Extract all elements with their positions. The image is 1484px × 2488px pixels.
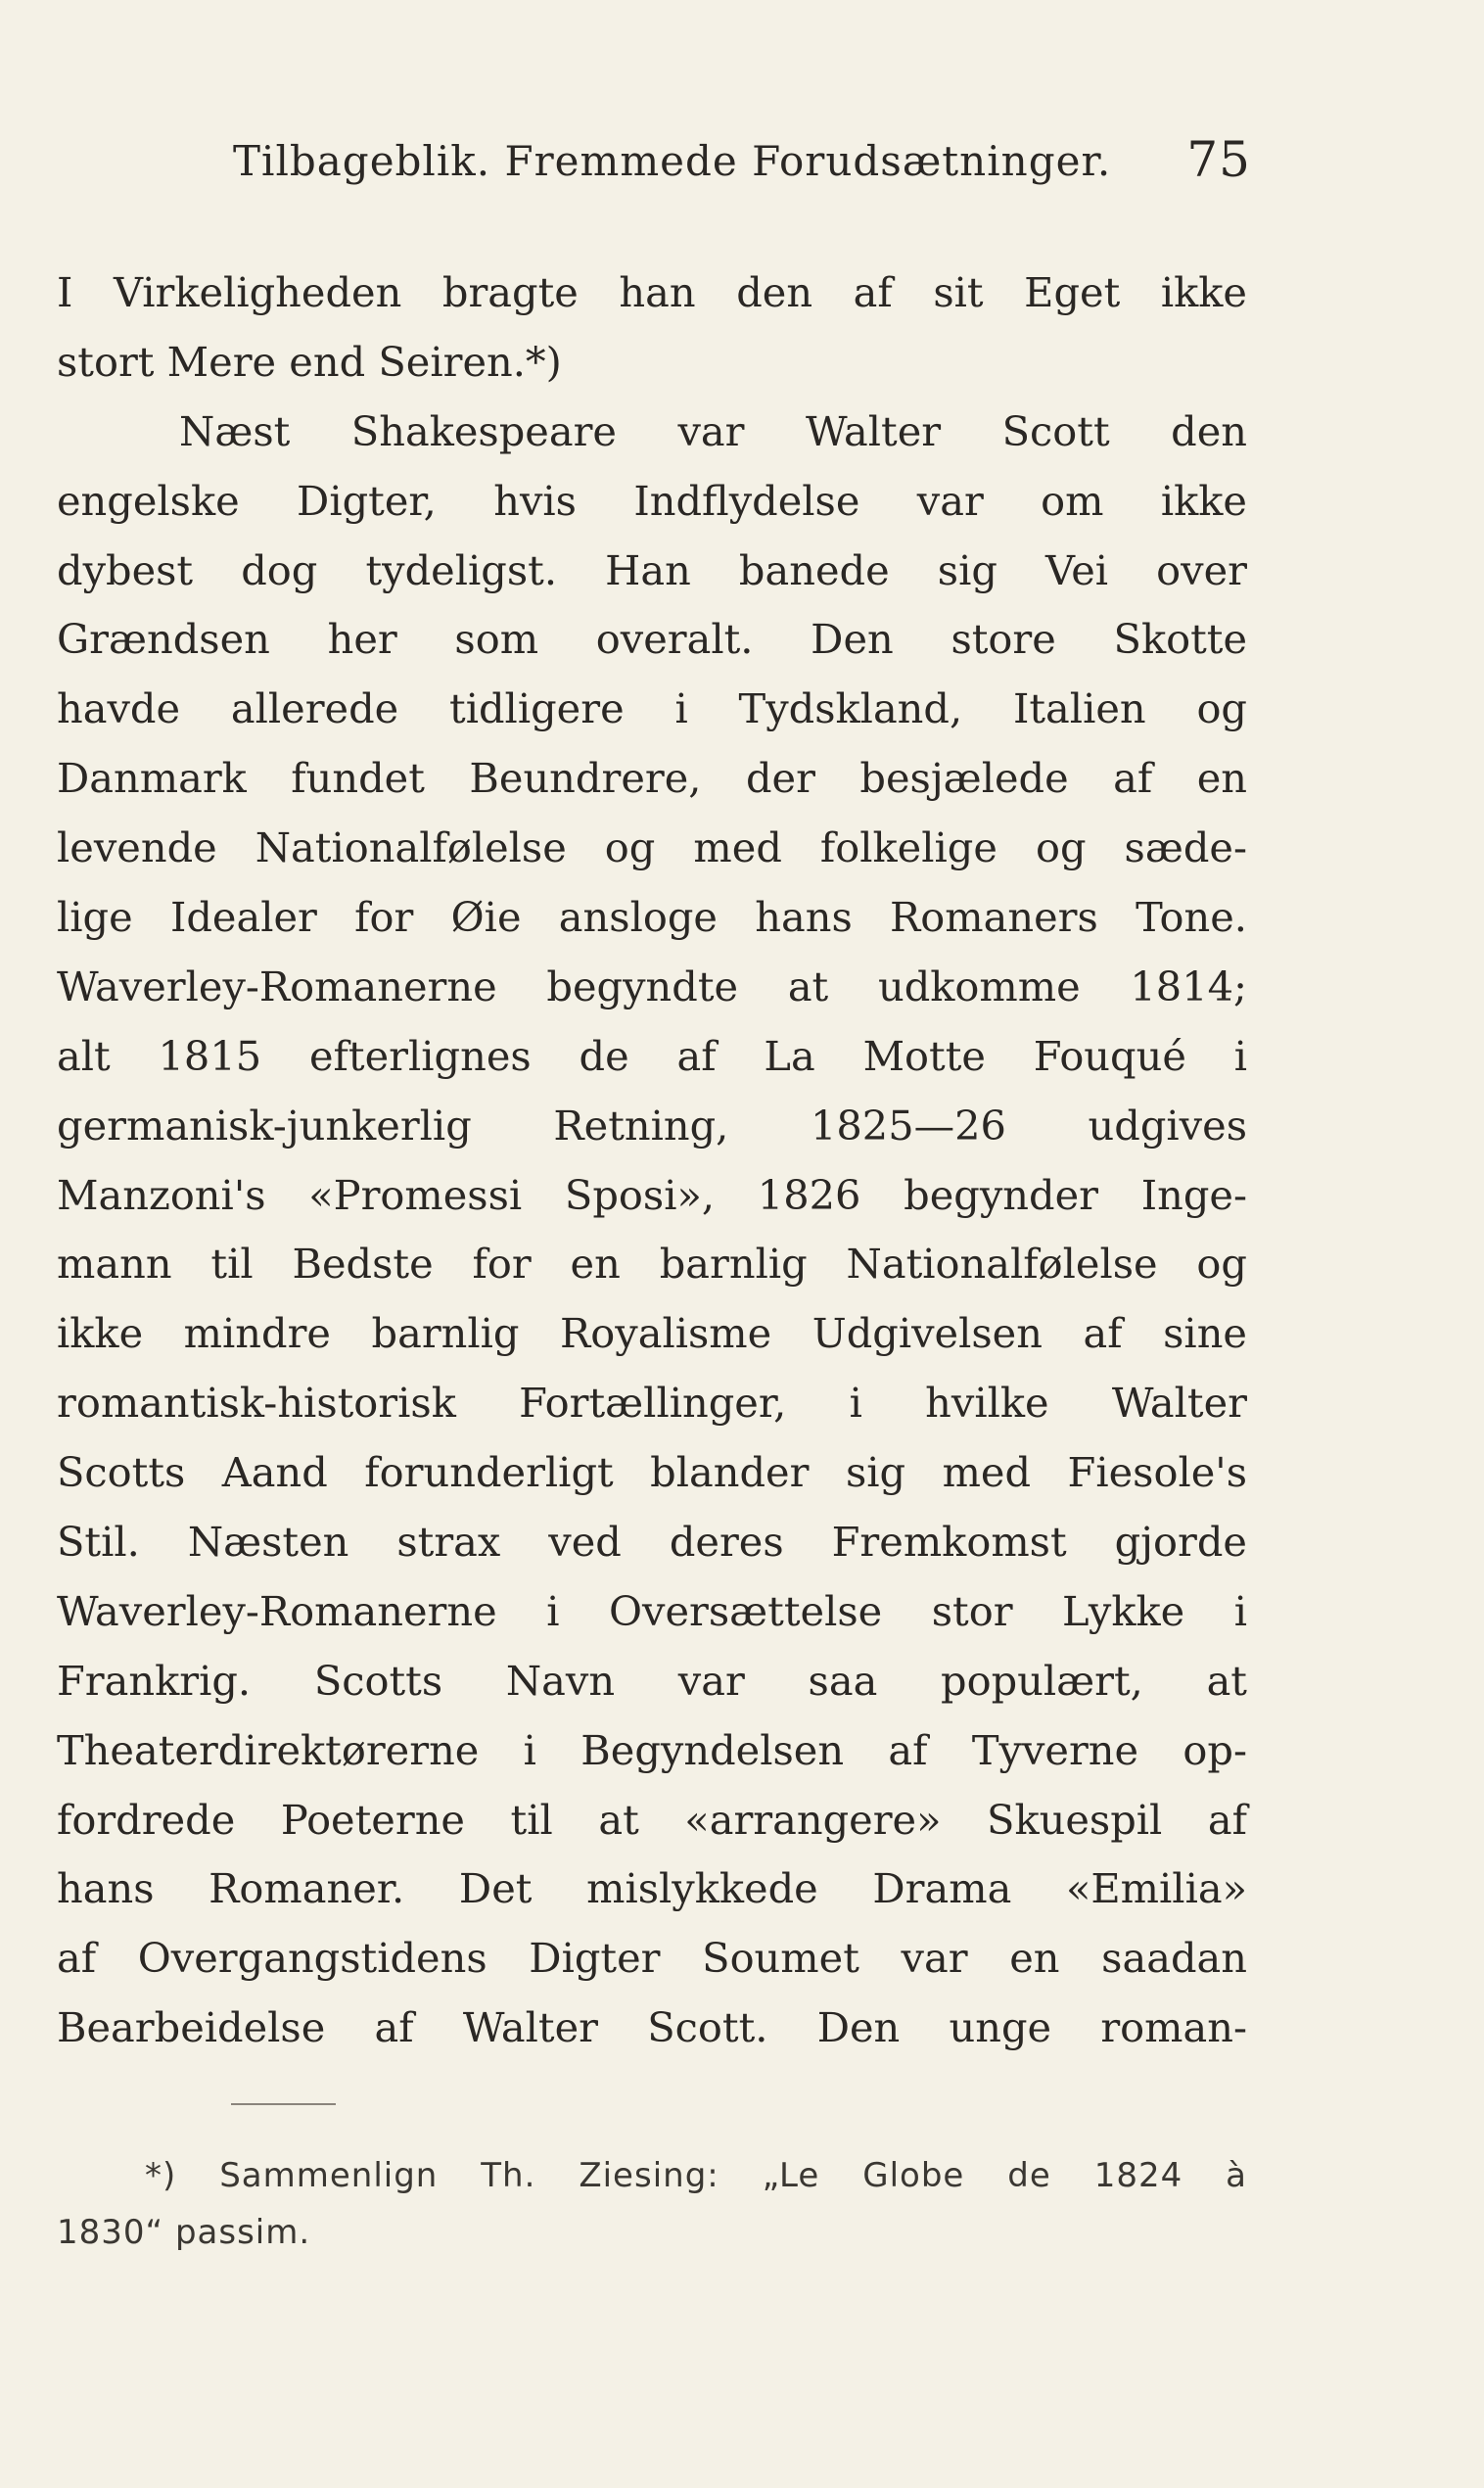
- text-line: Bearbeidelse af Walter Scott. Den unge roman-: [57, 2003, 1247, 2052]
- text-line: dybest dog tydeligst. Han banede sig Vei over: [57, 545, 1247, 594]
- text-line: Frankrig. Scotts Navn var saa populært, at: [57, 1656, 1247, 1705]
- text-line: lige Idealer for Øie ansloge hans Romaners Tone.: [57, 893, 1247, 942]
- running-title: Tilbageblik. Fremmede Forudsætninger.: [233, 137, 1112, 185]
- text-line: levende Nationalfølelse og med folkelige og sæde-: [57, 823, 1247, 872]
- text-line: ikke mindre barnlig Royalisme Udgivelsen af sine: [57, 1309, 1247, 1358]
- text-line: mann til Bedste for en barnlig Nationalfølelse og: [57, 1240, 1247, 1289]
- footnote-line: *) Sammenlign Th. Ziesing: „Le Globe de 1824 à: [145, 2156, 1247, 2195]
- text-line: af Overgangstidens Digter Soumet var en saadan: [57, 1934, 1247, 1983]
- text-line: Waverley-Romanerne i Oversættelse stor Lykke i: [57, 1586, 1247, 1635]
- footnote-divider: [231, 2103, 336, 2105]
- footnote-line: 1830“ passim.: [57, 2213, 311, 2252]
- text-line: hans Romaner. Det mislykkede Drama «Emilia»: [57, 1864, 1247, 1913]
- text-line: romantisk-historisk Fortællinger, i hvilke Walter: [57, 1379, 1247, 1428]
- text-line: Waverley-Romanerne begyndte at udkomme 1814;: [57, 962, 1247, 1010]
- text-line: Næst Shakespeare var Walter Scott den: [179, 406, 1247, 455]
- text-line: I Virkeligheden bragte han den af sit Eget ikke: [57, 268, 1247, 316]
- text-line: havde allerede tidligere i Tydskland, Italien og: [57, 684, 1247, 733]
- text-line: stort Mere end Seiren.*): [57, 337, 562, 386]
- text-line: Danmark fundet Beundrere, der besjælede af en: [57, 754, 1247, 803]
- page-number: 75: [1186, 131, 1251, 188]
- page-header: [233, 131, 1251, 196]
- text-line: fordrede Poeterne til at «arrangere» Skuespil af: [57, 1795, 1247, 1844]
- text-line: engelske Digter, hvis Indflydelse var om ikke: [57, 476, 1247, 525]
- text-line: Theaterdirektørerne i Begyndelsen af Tyverne op-: [57, 1725, 1247, 1774]
- text-line: Grændsen her som overalt. Den store Skotte: [57, 615, 1247, 664]
- text-line: alt 1815 efterlignes de af La Motte Fouqué i: [57, 1031, 1247, 1080]
- footnote: [57, 2147, 1247, 2261]
- text-line: germanisk-junkerlig Retning, 1825—26 udgives: [57, 1101, 1247, 1150]
- text-line: Scotts Aand forunderligt blander sig med Fiesole's: [57, 1448, 1247, 1497]
- text-line: Manzoni's «Promessi Sposi», 1826 begynder Inge-: [57, 1170, 1247, 1219]
- text-line: Stil. Næsten strax ved deres Fremkomst gjorde: [57, 1518, 1247, 1567]
- body-text: [57, 258, 1247, 2063]
